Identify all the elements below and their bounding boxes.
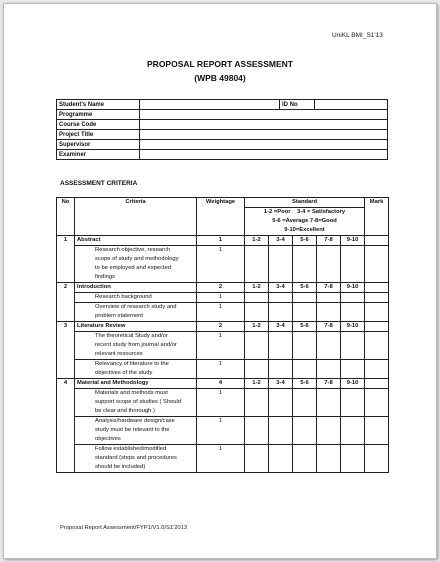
score-cell[interactable] xyxy=(317,332,341,360)
mark-cell[interactable] xyxy=(365,246,389,283)
section-row xyxy=(57,322,389,332)
scale-option[interactable]: 7-8 xyxy=(317,322,341,332)
field-student-name[interactable] xyxy=(140,100,280,110)
score-cell[interactable] xyxy=(269,417,293,445)
criteria-item-text xyxy=(75,360,197,379)
scale-option[interactable]: 9-10 xyxy=(341,322,365,332)
scale-option[interactable]: 9-10 xyxy=(341,283,365,293)
section-row xyxy=(57,379,389,389)
criteria-item-line: to be employed and expected xyxy=(95,265,172,271)
col-no: No xyxy=(57,198,75,236)
score-cell[interactable] xyxy=(245,360,269,379)
criteria-item-line: be clear and thorough ) xyxy=(95,408,155,414)
scale-option[interactable]: 7-8 xyxy=(317,236,341,246)
criteria-item-line: relevant resources xyxy=(95,351,143,357)
standard-legend xyxy=(245,208,365,236)
criteria-item-line: Follow established/modified xyxy=(95,446,167,452)
criteria-item-text xyxy=(75,445,197,473)
criteria-item-row xyxy=(57,246,389,283)
score-cell[interactable] xyxy=(317,360,341,379)
scale-option[interactable]: 1-2 xyxy=(245,283,269,293)
document-footer: Proposal Report Assessment/FYP1/V1.0/S1'2013 xyxy=(60,525,188,531)
criteria-item-weight: 1 xyxy=(197,360,245,379)
criteria-item-line: Overview of research study and xyxy=(95,304,177,310)
score-cell[interactable] xyxy=(341,389,365,417)
criteria-item-row xyxy=(57,445,389,473)
document-code: UniKL BMI_S1'13 xyxy=(332,32,383,39)
criteria-item-line: problem statement xyxy=(95,313,144,319)
legend-satisfactory: 3-4 = Satisfactory xyxy=(296,209,346,215)
label-id-no: ID No xyxy=(280,100,315,110)
label-course-code: Course Code xyxy=(57,120,140,130)
criteria-item-line: findings xyxy=(95,274,115,280)
legend-excellent: 9-10=Excellent xyxy=(284,227,325,233)
score-cell[interactable] xyxy=(269,445,293,473)
criteria-item-line: Research objective, research xyxy=(95,247,171,253)
score-cell[interactable] xyxy=(341,417,365,445)
criteria-item-line: Relevancy of literature to the xyxy=(95,361,169,367)
score-cell[interactable] xyxy=(293,246,317,283)
section-number: 4 xyxy=(57,379,75,473)
criteria-item-line: objectives of the study xyxy=(95,370,153,376)
criteria-item-text xyxy=(75,303,197,322)
section-title: Abstract xyxy=(75,236,197,246)
section-number: 2 xyxy=(57,283,75,322)
criteria-item-line: should be included) xyxy=(95,464,146,470)
section-number: 3 xyxy=(57,322,75,379)
mark-cell[interactable] xyxy=(365,445,389,473)
criteria-item-text xyxy=(75,293,197,303)
scale-option[interactable]: 5-6 xyxy=(293,379,317,389)
col-standard: Standard xyxy=(245,198,365,208)
criteria-item-text xyxy=(75,417,197,445)
score-cell[interactable] xyxy=(269,360,293,379)
scale-option[interactable]: 3-4 xyxy=(269,236,293,246)
criteria-item-weight: 1 xyxy=(197,293,245,303)
score-cell[interactable] xyxy=(341,246,365,283)
score-cell[interactable] xyxy=(317,293,341,303)
field-examiner[interactable] xyxy=(140,150,388,160)
assessment-heading: ASSESSMENT CRITERIA xyxy=(60,180,138,187)
legend-average-good: 5-6 =Average 7-8=Good xyxy=(272,218,337,224)
score-cell[interactable] xyxy=(245,293,269,303)
criteria-item-line: scope of study and methodology xyxy=(95,256,179,262)
section-title: Introduction xyxy=(75,283,197,293)
criteria-item-weight: 1 xyxy=(197,332,245,360)
score-cell[interactable] xyxy=(293,360,317,379)
document-title: PROPOSAL REPORT ASSESSMENT xyxy=(147,59,293,69)
student-info-table xyxy=(56,99,388,160)
criteria-item-weight: 1 xyxy=(197,389,245,417)
score-cell[interactable] xyxy=(269,246,293,283)
scale-option[interactable]: 3-4 xyxy=(269,379,293,389)
label-supervisor: Supervisor xyxy=(57,140,140,150)
criteria-item-line: standard (steps and procedures xyxy=(95,455,177,461)
mark-cell[interactable] xyxy=(365,360,389,379)
scale-option[interactable]: 5-6 xyxy=(293,283,317,293)
criteria-item-line: Materials and methods must xyxy=(95,390,168,396)
score-cell[interactable] xyxy=(269,332,293,360)
score-cell[interactable] xyxy=(245,389,269,417)
section-row xyxy=(57,283,389,293)
criteria-item-text xyxy=(75,332,197,360)
section-title: Material and Methodology xyxy=(75,379,197,389)
score-cell[interactable] xyxy=(245,332,269,360)
score-cell[interactable] xyxy=(341,293,365,303)
score-cell[interactable] xyxy=(341,445,365,473)
score-cell[interactable] xyxy=(317,417,341,445)
label-programme: Programme xyxy=(57,110,140,120)
scale-option[interactable]: 5-6 xyxy=(293,322,317,332)
scale-option[interactable]: 9-10 xyxy=(341,236,365,246)
criteria-item-text xyxy=(75,246,197,283)
label-student-name: Student's Name xyxy=(57,100,140,110)
score-cell[interactable] xyxy=(269,303,293,322)
mark-cell[interactable] xyxy=(365,303,389,322)
score-cell[interactable] xyxy=(293,293,317,303)
section-number: 1 xyxy=(57,236,75,283)
score-cell[interactable] xyxy=(245,303,269,322)
section-weight: 1 xyxy=(197,236,245,246)
document-page xyxy=(3,3,437,559)
criteria-item-line: Research background xyxy=(95,294,152,300)
criteria-item-line: objectives xyxy=(95,436,121,442)
criteria-item-row xyxy=(57,303,389,322)
section-row xyxy=(57,236,389,246)
field-id-no[interactable] xyxy=(315,100,388,110)
section-title: Literature Review xyxy=(75,322,197,332)
criteria-item-row xyxy=(57,332,389,360)
scale-option[interactable]: 1-2 xyxy=(245,379,269,389)
col-mark: Mark xyxy=(365,198,389,236)
scale-option[interactable]: 7-8 xyxy=(317,379,341,389)
section-weight: 2 xyxy=(197,322,245,332)
mark-cell[interactable] xyxy=(365,293,389,303)
label-project-title: Project Title xyxy=(57,130,140,140)
criteria-item-line: Analysis/hardware design/case xyxy=(95,418,175,424)
score-cell[interactable] xyxy=(269,293,293,303)
scale-option[interactable]: 9-10 xyxy=(341,379,365,389)
col-weightage: Weightage xyxy=(197,198,245,236)
field-project-title[interactable] xyxy=(140,130,388,140)
mark-cell[interactable] xyxy=(365,322,389,332)
score-cell[interactable] xyxy=(269,389,293,417)
scale-option[interactable]: 1-2 xyxy=(245,236,269,246)
mark-cell[interactable] xyxy=(365,389,389,417)
scale-option[interactable]: 1-2 xyxy=(245,322,269,332)
criteria-item-text xyxy=(75,389,197,417)
field-programme[interactable] xyxy=(140,110,388,120)
mark-cell[interactable] xyxy=(365,417,389,445)
scale-option[interactable]: 5-6 xyxy=(293,236,317,246)
score-cell[interactable] xyxy=(317,303,341,322)
score-cell[interactable] xyxy=(341,332,365,360)
criteria-item-line: support scope of studies ( Should xyxy=(95,399,182,405)
label-examiner: Examiner xyxy=(57,150,140,160)
mark-cell[interactable] xyxy=(365,332,389,360)
score-cell[interactable] xyxy=(245,445,269,473)
mark-cell[interactable] xyxy=(365,236,389,246)
criteria-item-weight: 1 xyxy=(197,417,245,445)
criteria-item-weight: 1 xyxy=(197,445,245,473)
score-cell[interactable] xyxy=(245,417,269,445)
section-weight: 4 xyxy=(197,379,245,389)
score-cell[interactable] xyxy=(293,445,317,473)
score-cell[interactable] xyxy=(293,332,317,360)
legend-poor: 1-2 =Poor xyxy=(263,209,291,215)
scale-option[interactable]: 3-4 xyxy=(269,283,293,293)
criteria-item-row xyxy=(57,389,389,417)
criteria-item-weight: 1 xyxy=(197,246,245,283)
field-supervisor[interactable] xyxy=(140,140,388,150)
criteria-item-row xyxy=(57,417,389,445)
scale-option[interactable]: 7-8 xyxy=(317,283,341,293)
criteria-item-line: study must be relevant to the xyxy=(95,427,170,433)
score-cell[interactable] xyxy=(317,445,341,473)
score-cell[interactable] xyxy=(317,389,341,417)
score-cell[interactable] xyxy=(293,303,317,322)
score-cell[interactable] xyxy=(341,303,365,322)
scale-option[interactable]: 3-4 xyxy=(269,322,293,332)
col-criteria: Criteria xyxy=(75,198,197,236)
criteria-item-line: recent study from journal and/or xyxy=(95,342,177,348)
score-cell[interactable] xyxy=(245,246,269,283)
mark-cell[interactable] xyxy=(365,379,389,389)
score-cell[interactable] xyxy=(317,246,341,283)
criteria-item-line: The theoretical Study and/or xyxy=(95,333,168,339)
criteria-table xyxy=(56,197,389,473)
score-cell[interactable] xyxy=(293,389,317,417)
document-subtitle: (WPB 49804) xyxy=(194,73,246,83)
mark-cell[interactable] xyxy=(365,283,389,293)
field-course-code[interactable] xyxy=(140,120,388,130)
score-cell[interactable] xyxy=(341,360,365,379)
section-weight: 2 xyxy=(197,283,245,293)
criteria-item-row xyxy=(57,360,389,379)
criteria-item-weight: 1 xyxy=(197,303,245,322)
score-cell[interactable] xyxy=(293,417,317,445)
criteria-item-row xyxy=(57,293,389,303)
